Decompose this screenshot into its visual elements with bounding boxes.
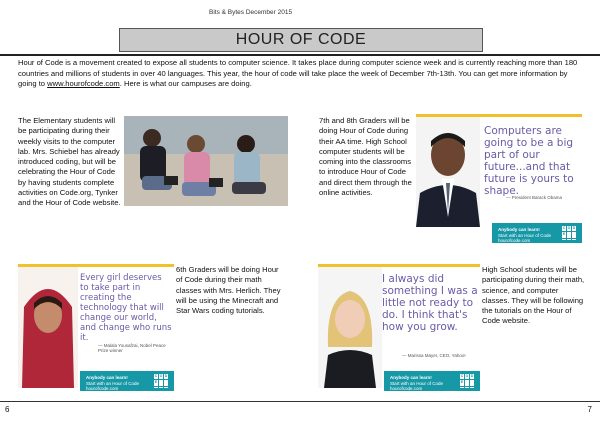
malala-attribution: — Malala Yousafzai, Nobel Peace Prize winner [98, 343, 166, 353]
mayer-attribution: — Marissa Mayer, CEO, Yahoo! [402, 353, 466, 358]
mayer-portrait [318, 267, 382, 388]
page-title: HOUR OF CODE [119, 28, 483, 52]
page-number-left: 6 [5, 405, 10, 414]
elementary-text: The Elementary students will be participating during their weekly visits to the computer lab. Mrs. Schiebel has already introduced coding, but will be celebrating the Hour of Code by having students complete activities on Code.org, Tynker and the Hour of Code website. [18, 116, 121, 208]
malala-quote: Every girl deserves to take part in creating the technology that will change our world, and change who runs it. [80, 273, 172, 343]
obama-portrait [416, 117, 480, 227]
code-logo-icon: C O D E [460, 374, 474, 388]
code-logo-icon: C O D E [562, 226, 576, 240]
band-text-2: Anybody can learn! Start with an Hour of Code hourofcode.com [86, 375, 140, 391]
intro-text-before: Hour of Code is a movement created to expose all students to computer science. It takes place during computer science week and is currently reaching more than 180 countries and millions of students in over 40 languages. This year, the hour of code will take place the week of December 7th-13th. You can get more information by going to [18, 58, 578, 89]
divider-top [0, 54, 600, 56]
mayer-quote-card [318, 264, 480, 391]
band-text-1: Anybody can learn! Start with an Hour of Code hourofcode.com [498, 227, 552, 243]
divider-bottom [0, 401, 600, 402]
intro-paragraph [18, 58, 583, 90]
obama-quote-card [416, 114, 582, 243]
mayer-quote: I always did something I was a little not ready to do. I think that's how you grow. [382, 273, 478, 333]
grade78-text: 7th and 8th Graders will be doing Hour of Code during their AA time. High School computer students will be coming into the classrooms to introduce Hour of Code and direct them through the online activities. [319, 116, 412, 198]
code-logo-icon: C O D E [154, 374, 168, 388]
mayer-card-band [384, 371, 480, 391]
obama-attribution: — President Barack Obama [506, 195, 563, 200]
malala-card-band [80, 371, 174, 391]
malala-portrait [18, 267, 78, 388]
intro-text-after: . Here is what our campuses are doing. [119, 79, 252, 89]
obama-quote: Computers are going to be a big part of our future...and that future is yours to shape. [484, 125, 574, 197]
grade6-text: 6th Graders will be doing Hour of Code during their math classes with Mrs. Herlich. They will be using the Minecraft and Star Wars coding tutorials. [176, 265, 281, 316]
page-number-right: 7 [587, 405, 592, 414]
students-photo [124, 116, 288, 206]
hourofcode-link[interactable]: www.hourofcode.com [47, 79, 120, 89]
publication-header: Bits & Bytes December 2015 [209, 9, 293, 16]
students-illustration [124, 116, 288, 206]
band-text-3: Anybody can learn! Start with an Hour of Code hourofcode.com [390, 375, 444, 391]
obama-card-band [492, 223, 582, 243]
malala-quote-card [18, 264, 174, 391]
highschool-text: High School students will be participating during their math, science, and computer classes. They will be following the tutorials on the Hour of Code website. [482, 265, 585, 326]
